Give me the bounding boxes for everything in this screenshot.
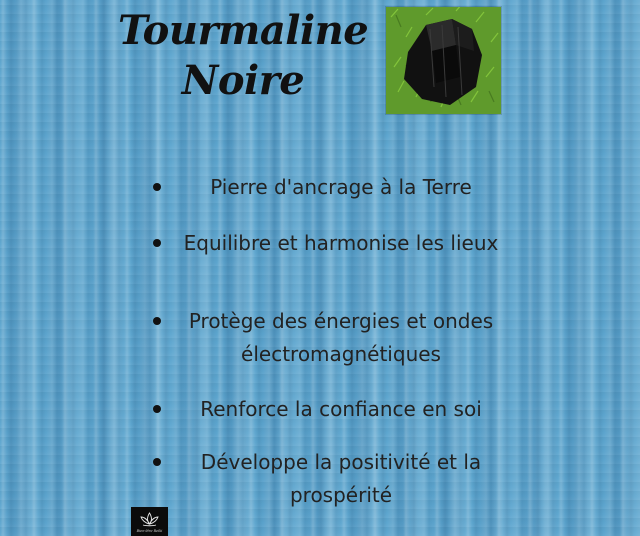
svg-text:Bien-être Reiki: Bien-être Reiki <box>136 529 163 533</box>
bullet-3 <box>153 317 161 325</box>
list-item: Pierre d'ancrage à la Terre <box>210 175 472 199</box>
bullet-5 <box>153 458 161 466</box>
lotus-logo-icon <box>131 507 168 536</box>
list-item: Protège des énergies et ondes électromagnétiques <box>188 309 494 366</box>
list-item: Renforce la confiance en soi <box>200 397 482 421</box>
bullet-4 <box>153 405 161 413</box>
bullet-1 <box>153 183 161 191</box>
title-line-2: Noire <box>181 57 305 104</box>
list-item: Equilibre et harmonise les lieux <box>183 231 499 255</box>
bullet-2 <box>153 239 161 247</box>
list-item: Développe la positivité et la prospérité <box>200 450 482 507</box>
title-line-1: Tourmaline <box>118 7 369 54</box>
